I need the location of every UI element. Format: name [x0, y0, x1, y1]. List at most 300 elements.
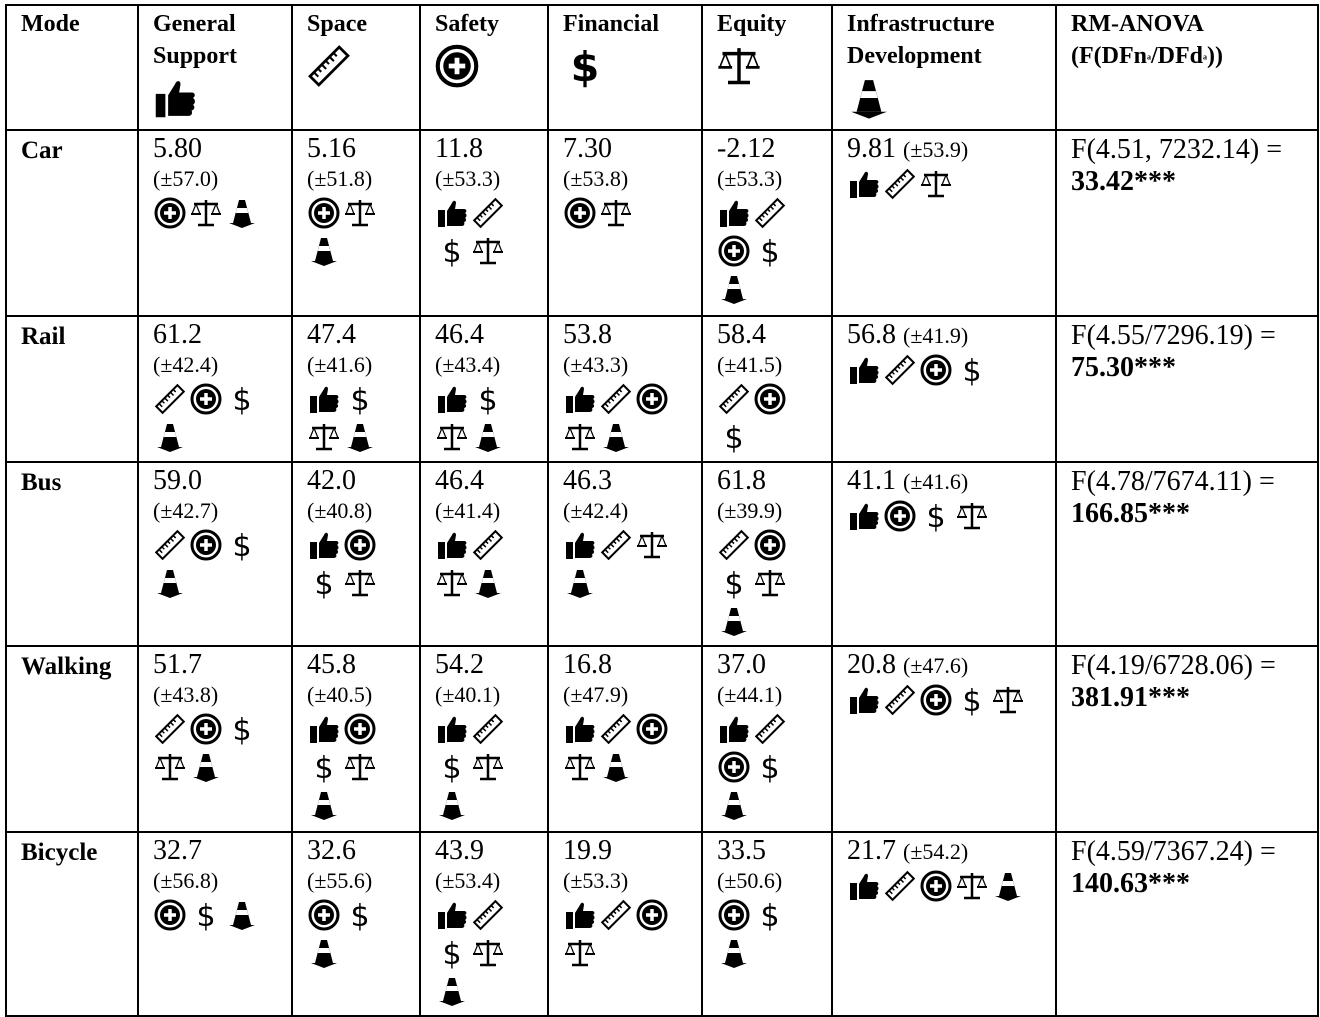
dollar-icon: [754, 235, 786, 267]
svg-text:$: $: [926, 500, 946, 533]
mean-number: 47.4: [307, 319, 356, 350]
significance-icons: [717, 710, 823, 824]
equity-cell: [702, 646, 832, 832]
sd-value: (±40.1): [435, 682, 501, 707]
scales-icon: [920, 168, 952, 200]
dollar-icon: [956, 354, 988, 386]
thumbs-up-icon: [436, 713, 468, 745]
scales-icon: [436, 421, 468, 453]
mean-number: 58.4: [717, 319, 766, 350]
scales-icon: [154, 751, 186, 783]
financial-cell: [548, 462, 702, 646]
mean-number: 53.8: [563, 319, 612, 350]
thumbs-up-icon: [436, 197, 468, 229]
anova-f-value: 140.63***: [1071, 868, 1190, 899]
mean-value: [717, 836, 823, 866]
thumbs-up-icon: [436, 383, 468, 415]
svg-text:$: $: [442, 937, 462, 970]
significance-icons: [153, 380, 283, 456]
scales-icon: [636, 529, 668, 561]
scales-icon: [436, 567, 468, 599]
traffic-cone-icon: [472, 567, 504, 599]
ruler-icon: [754, 713, 786, 745]
ruler-icon: [718, 383, 750, 415]
svg-text:$: $: [442, 235, 462, 268]
sd-value: (±54.2): [903, 839, 969, 864]
anova-f-value: 381.91***: [1071, 682, 1190, 713]
header-row: [6, 5, 1318, 130]
significance-icons: [435, 896, 539, 1010]
scales-icon: [190, 197, 222, 229]
traffic-cone-icon: [436, 789, 468, 821]
mean-number: 41.1: [847, 465, 896, 496]
traffic-cone-icon: [472, 421, 504, 453]
anova-prefix: F(4.78/7674.11) =: [1071, 466, 1275, 497]
dollar-icon: [344, 383, 376, 415]
anova-prefix: F(4.55/7296.19) =: [1071, 320, 1276, 351]
mean-value: [307, 134, 411, 164]
svg-text:$: $: [232, 383, 252, 416]
safety-cell: [420, 832, 548, 1016]
significance-icons: [307, 896, 411, 972]
mean-value: [847, 134, 1047, 165]
dollar-icon: [754, 899, 786, 931]
mean-number: 7.30: [563, 133, 612, 164]
equity-cell: [702, 462, 832, 646]
general-cell: [138, 646, 292, 832]
mean-value: [563, 320, 693, 350]
ruler-icon: [600, 713, 632, 745]
anova-prefix: F(4.59/7367.24) =: [1071, 836, 1276, 867]
ruler-icon: [884, 168, 916, 200]
sd-value: (±53.3): [717, 166, 783, 191]
significance-icons: [717, 194, 823, 308]
dollar-icon: [436, 235, 468, 267]
equity-cell: [702, 316, 832, 462]
space-cell: [292, 130, 420, 316]
sd-value: (±42.4): [153, 352, 219, 377]
significance-icons: [717, 526, 823, 640]
sd-value: (±57.0): [153, 166, 219, 191]
significance-icons: [847, 497, 1047, 535]
scales-icon: [564, 937, 596, 969]
results-table: [5, 4, 1319, 1017]
dollar-icon: [956, 684, 988, 716]
safety-cell: [420, 462, 548, 646]
traffic-cone-icon: [718, 789, 750, 821]
mean-number: 32.6: [307, 835, 356, 866]
equity-cell: [702, 130, 832, 316]
space-cell: [292, 832, 420, 1016]
significance-icons: [563, 526, 693, 602]
thumbs-up-icon: [564, 383, 596, 415]
financial-cell: [548, 832, 702, 1016]
significance-icons: [847, 867, 1047, 905]
dollar-icon: [226, 383, 258, 415]
ruler-icon: [600, 383, 632, 415]
mean-number: 43.9: [435, 835, 484, 866]
thumbs-up-icon: [153, 76, 283, 129]
dollar-icon: [344, 899, 376, 931]
scales-icon: [992, 684, 1024, 716]
sd-value: (±50.6): [717, 868, 783, 893]
mean-number: 5.80: [153, 133, 202, 164]
infra-cell: [832, 316, 1056, 462]
mean-number: 61.8: [717, 465, 766, 496]
anova-cell: [1056, 130, 1318, 316]
thumbs-up-icon: [848, 354, 880, 386]
significance-icons: [563, 194, 693, 232]
sd-value: (±47.9): [563, 682, 629, 707]
plus-circle-icon: [564, 197, 596, 229]
dollar-icon: [436, 937, 468, 969]
anova-cell: [1056, 646, 1318, 832]
thumbs-up-icon: [308, 713, 340, 745]
general-cell: [138, 832, 292, 1016]
mean-value: [153, 836, 283, 866]
traffic-cone-icon: [718, 605, 750, 637]
sd-value: (±47.6): [903, 653, 969, 678]
header-infra-label-1: Infrastructure: [847, 11, 995, 37]
svg-text:$: $: [314, 567, 334, 600]
significance-icons: [435, 380, 539, 456]
scales-icon: [472, 937, 504, 969]
table-row: [6, 832, 1318, 1016]
significance-icons: [847, 351, 1047, 389]
traffic-cone-icon: [847, 76, 1047, 129]
plus-circle-icon: [754, 383, 786, 415]
space-cell: [292, 646, 420, 832]
svg-text:$: $: [232, 713, 252, 746]
thumbs-up-icon: [308, 529, 340, 561]
financial-cell: [548, 130, 702, 316]
traffic-cone-icon: [436, 975, 468, 1007]
svg-text:$: $: [314, 751, 334, 784]
scales-icon: [956, 870, 988, 902]
traffic-cone-icon: [154, 567, 186, 599]
ruler-icon: [472, 899, 504, 931]
significance-icons: [435, 526, 539, 602]
table-row: [6, 462, 1318, 646]
significance-icons: [307, 194, 411, 270]
sd-value: (±53.3): [563, 868, 629, 893]
sd-value: (±44.1): [717, 682, 783, 707]
table-row: [6, 646, 1318, 832]
infra-cell: [832, 646, 1056, 832]
plus-circle-icon: [308, 899, 340, 931]
financial-cell: [548, 646, 702, 832]
scales-icon: [472, 235, 504, 267]
sd-value: (±53.3): [435, 166, 501, 191]
thumbs-up-icon: [848, 870, 880, 902]
thumbs-up-icon: [436, 529, 468, 561]
plus-circle-icon: [884, 500, 916, 532]
scales-icon: [472, 751, 504, 783]
significance-icons: [307, 526, 411, 602]
mean-value: [563, 836, 693, 866]
mean-number: 19.9: [563, 835, 612, 866]
significance-icons: [717, 380, 823, 456]
safety-cell: [420, 316, 548, 462]
mode-cell: Bus: [6, 462, 138, 646]
mean-number: 11.8: [435, 133, 483, 164]
plus-circle-icon: [754, 529, 786, 561]
header-anova: [1056, 5, 1318, 130]
ruler-icon: [600, 529, 632, 561]
safety-cell: [420, 130, 548, 316]
header-equity-label: Equity: [717, 11, 787, 37]
traffic-cone-icon: [718, 937, 750, 969]
scales-icon: [754, 567, 786, 599]
svg-text:$: $: [232, 529, 252, 562]
significance-icons: [435, 194, 539, 270]
plus-circle-icon: [718, 751, 750, 783]
scales-icon: [564, 421, 596, 453]
header-general: [138, 5, 292, 130]
plus-circle-icon: [190, 529, 222, 561]
mean-value: [717, 466, 823, 496]
svg-text:$: $: [760, 751, 780, 784]
header-mode-label: Mode: [21, 11, 80, 37]
sd-value: (±40.5): [307, 682, 373, 707]
traffic-cone-icon: [226, 197, 258, 229]
svg-text:$: $: [570, 44, 600, 88]
svg-text:$: $: [724, 421, 744, 454]
ruler-icon: [307, 44, 411, 97]
general-cell: [138, 462, 292, 646]
thumbs-up-icon: [564, 529, 596, 561]
mean-number: 20.8: [847, 649, 896, 680]
sd-value: (±43.4): [435, 352, 501, 377]
traffic-cone-icon: [564, 567, 596, 599]
anova-cell: [1056, 316, 1318, 462]
plus-circle-icon: [636, 899, 668, 931]
plus-circle-icon: [718, 899, 750, 931]
mean-value: [153, 134, 283, 164]
svg-text:$: $: [724, 567, 744, 600]
mean-number: 46.4: [435, 465, 484, 496]
traffic-cone-icon: [308, 235, 340, 267]
safety-cell: [420, 646, 548, 832]
mode-cell: Bicycle: [6, 832, 138, 1016]
significance-icons: [153, 710, 283, 786]
plus-circle-icon: [190, 383, 222, 415]
thumbs-up-icon: [718, 713, 750, 745]
significance-icons: [435, 710, 539, 824]
financial-cell: [548, 316, 702, 462]
mean-number: 33.5: [717, 835, 766, 866]
thumbs-up-icon: [308, 383, 340, 415]
header-general-label-1: General: [153, 11, 236, 37]
sd-value: (±41.5): [717, 352, 783, 377]
header-space: [292, 5, 420, 130]
mean-value: [563, 466, 693, 496]
header-safety: [420, 5, 548, 130]
mode-cell: Rail: [6, 316, 138, 462]
svg-text:$: $: [962, 354, 982, 387]
space-cell: [292, 462, 420, 646]
mean-number: 5.16: [307, 133, 356, 164]
header-infra-label-2: Development: [847, 43, 982, 69]
plus-circle-icon: [920, 354, 952, 386]
mean-value: [717, 134, 823, 164]
mean-number: 56.8: [847, 319, 896, 350]
thumbs-up-icon: [436, 899, 468, 931]
plus-circle-icon: [344, 529, 376, 561]
traffic-cone-icon: [600, 751, 632, 783]
header-equity: [702, 5, 832, 130]
sd-value: (±43.8): [153, 682, 219, 707]
scales-icon: [344, 751, 376, 783]
sd-value: (±53.8): [563, 166, 629, 191]
significance-icons: [153, 896, 283, 934]
sd-value: (±41.6): [903, 469, 969, 494]
mean-value: [717, 650, 823, 680]
mean-value: [153, 466, 283, 496]
ruler-icon: [154, 713, 186, 745]
mean-value: [847, 320, 1047, 351]
space-cell: [292, 316, 420, 462]
mean-number: -2.12: [717, 133, 776, 164]
anova-f-value: 75.30***: [1071, 352, 1176, 383]
dollar-icon: [718, 567, 750, 599]
dollar-icon: [308, 567, 340, 599]
sd-value: (±51.8): [307, 166, 373, 191]
sd-value: (±41.6): [307, 352, 373, 377]
significance-icons: [307, 710, 411, 824]
header-space-label: Space: [307, 11, 367, 37]
plus-circle-icon: [636, 383, 668, 415]
thumbs-up-icon: [848, 500, 880, 532]
header-anova-label-3: /DFd: [1150, 43, 1203, 69]
equity-cell: [702, 832, 832, 1016]
dollar-icon: [190, 899, 222, 931]
plus-circle-icon: [718, 235, 750, 267]
header-financial-label: Financial: [563, 11, 660, 37]
header-anova-footnote-2: a: [1203, 52, 1207, 62]
plus-circle-icon: [636, 713, 668, 745]
plus-circle-icon: [154, 899, 186, 931]
svg-text:$: $: [760, 235, 780, 268]
mean-value: [847, 466, 1047, 497]
sd-value: (±43.3): [563, 352, 629, 377]
traffic-cone-icon: [308, 937, 340, 969]
traffic-cone-icon: [600, 421, 632, 453]
ruler-icon: [754, 197, 786, 229]
header-anova-footnote-1: a: [1146, 52, 1151, 62]
plus-circle-icon: [154, 197, 186, 229]
mean-number: 21.7: [847, 835, 896, 866]
sd-value: (±56.8): [153, 868, 219, 893]
header-anova-label-1: RM-ANOVA: [1071, 11, 1204, 37]
plus-circle-icon: [435, 44, 539, 97]
mean-number: 45.8: [307, 649, 356, 680]
dollar-icon: [563, 44, 693, 97]
mean-number: 16.8: [563, 649, 612, 680]
mean-value: [153, 320, 283, 350]
plus-circle-icon: [308, 197, 340, 229]
anova-prefix: F(4.51, 7232.14) =: [1071, 134, 1283, 165]
general-cell: [138, 130, 292, 316]
scales-icon: [308, 421, 340, 453]
infra-cell: [832, 462, 1056, 646]
sd-value: (±41.9): [903, 323, 969, 348]
ruler-icon: [884, 354, 916, 386]
mean-value: [435, 466, 539, 496]
svg-text:$: $: [760, 899, 780, 932]
scales-icon: [956, 500, 988, 532]
scales-icon: [564, 751, 596, 783]
ruler-icon: [884, 684, 916, 716]
sd-value: (±53.4): [435, 868, 501, 893]
ruler-icon: [884, 870, 916, 902]
header-anova-label-4: )): [1207, 43, 1223, 69]
anova-prefix: F(4.19/6728.06) =: [1071, 650, 1276, 681]
mean-value: [717, 320, 823, 350]
ruler-icon: [154, 383, 186, 415]
significance-icons: [563, 896, 693, 972]
mean-value: [847, 836, 1047, 867]
mean-value: [563, 134, 693, 164]
scales-icon: [344, 197, 376, 229]
sd-value: (±40.8): [307, 498, 373, 523]
mean-value: [435, 836, 539, 866]
header-mode: [6, 5, 138, 130]
traffic-cone-icon: [344, 421, 376, 453]
anova-cell: [1056, 832, 1318, 1016]
traffic-cone-icon: [308, 789, 340, 821]
traffic-cone-icon: [154, 421, 186, 453]
significance-icons: [563, 380, 693, 456]
mean-number: 54.2: [435, 649, 484, 680]
dollar-icon: [754, 751, 786, 783]
dollar-icon: [226, 713, 258, 745]
scales-icon: [600, 197, 632, 229]
svg-text:$: $: [350, 899, 370, 932]
header-financial: [548, 5, 702, 130]
mean-number: 61.2: [153, 319, 202, 350]
mean-number: 42.0: [307, 465, 356, 496]
svg-text:$: $: [962, 684, 982, 717]
header-infra: [832, 5, 1056, 130]
thumbs-up-icon: [848, 684, 880, 716]
anova-cell: [1056, 462, 1318, 646]
thumbs-up-icon: [718, 197, 750, 229]
ruler-icon: [472, 197, 504, 229]
svg-text:$: $: [196, 899, 216, 932]
mode-cell: Car: [6, 130, 138, 316]
infra-cell: [832, 832, 1056, 1016]
mean-number: 32.7: [153, 835, 202, 866]
dollar-icon: [920, 500, 952, 532]
thumbs-up-icon: [564, 899, 596, 931]
svg-text:$: $: [478, 383, 498, 416]
dollar-icon: [308, 751, 340, 783]
mean-value: [435, 134, 539, 164]
scales-icon: [344, 567, 376, 599]
mode-cell: Walking: [6, 646, 138, 832]
mean-number: 46.4: [435, 319, 484, 350]
ruler-icon: [154, 529, 186, 561]
mean-number: 59.0: [153, 465, 202, 496]
anova-f-value: 166.85***: [1071, 498, 1190, 529]
mean-value: [847, 650, 1047, 681]
traffic-cone-icon: [992, 870, 1024, 902]
ruler-icon: [472, 713, 504, 745]
table-row: [6, 130, 1318, 316]
dollar-icon: [472, 383, 504, 415]
infra-cell: [832, 130, 1056, 316]
